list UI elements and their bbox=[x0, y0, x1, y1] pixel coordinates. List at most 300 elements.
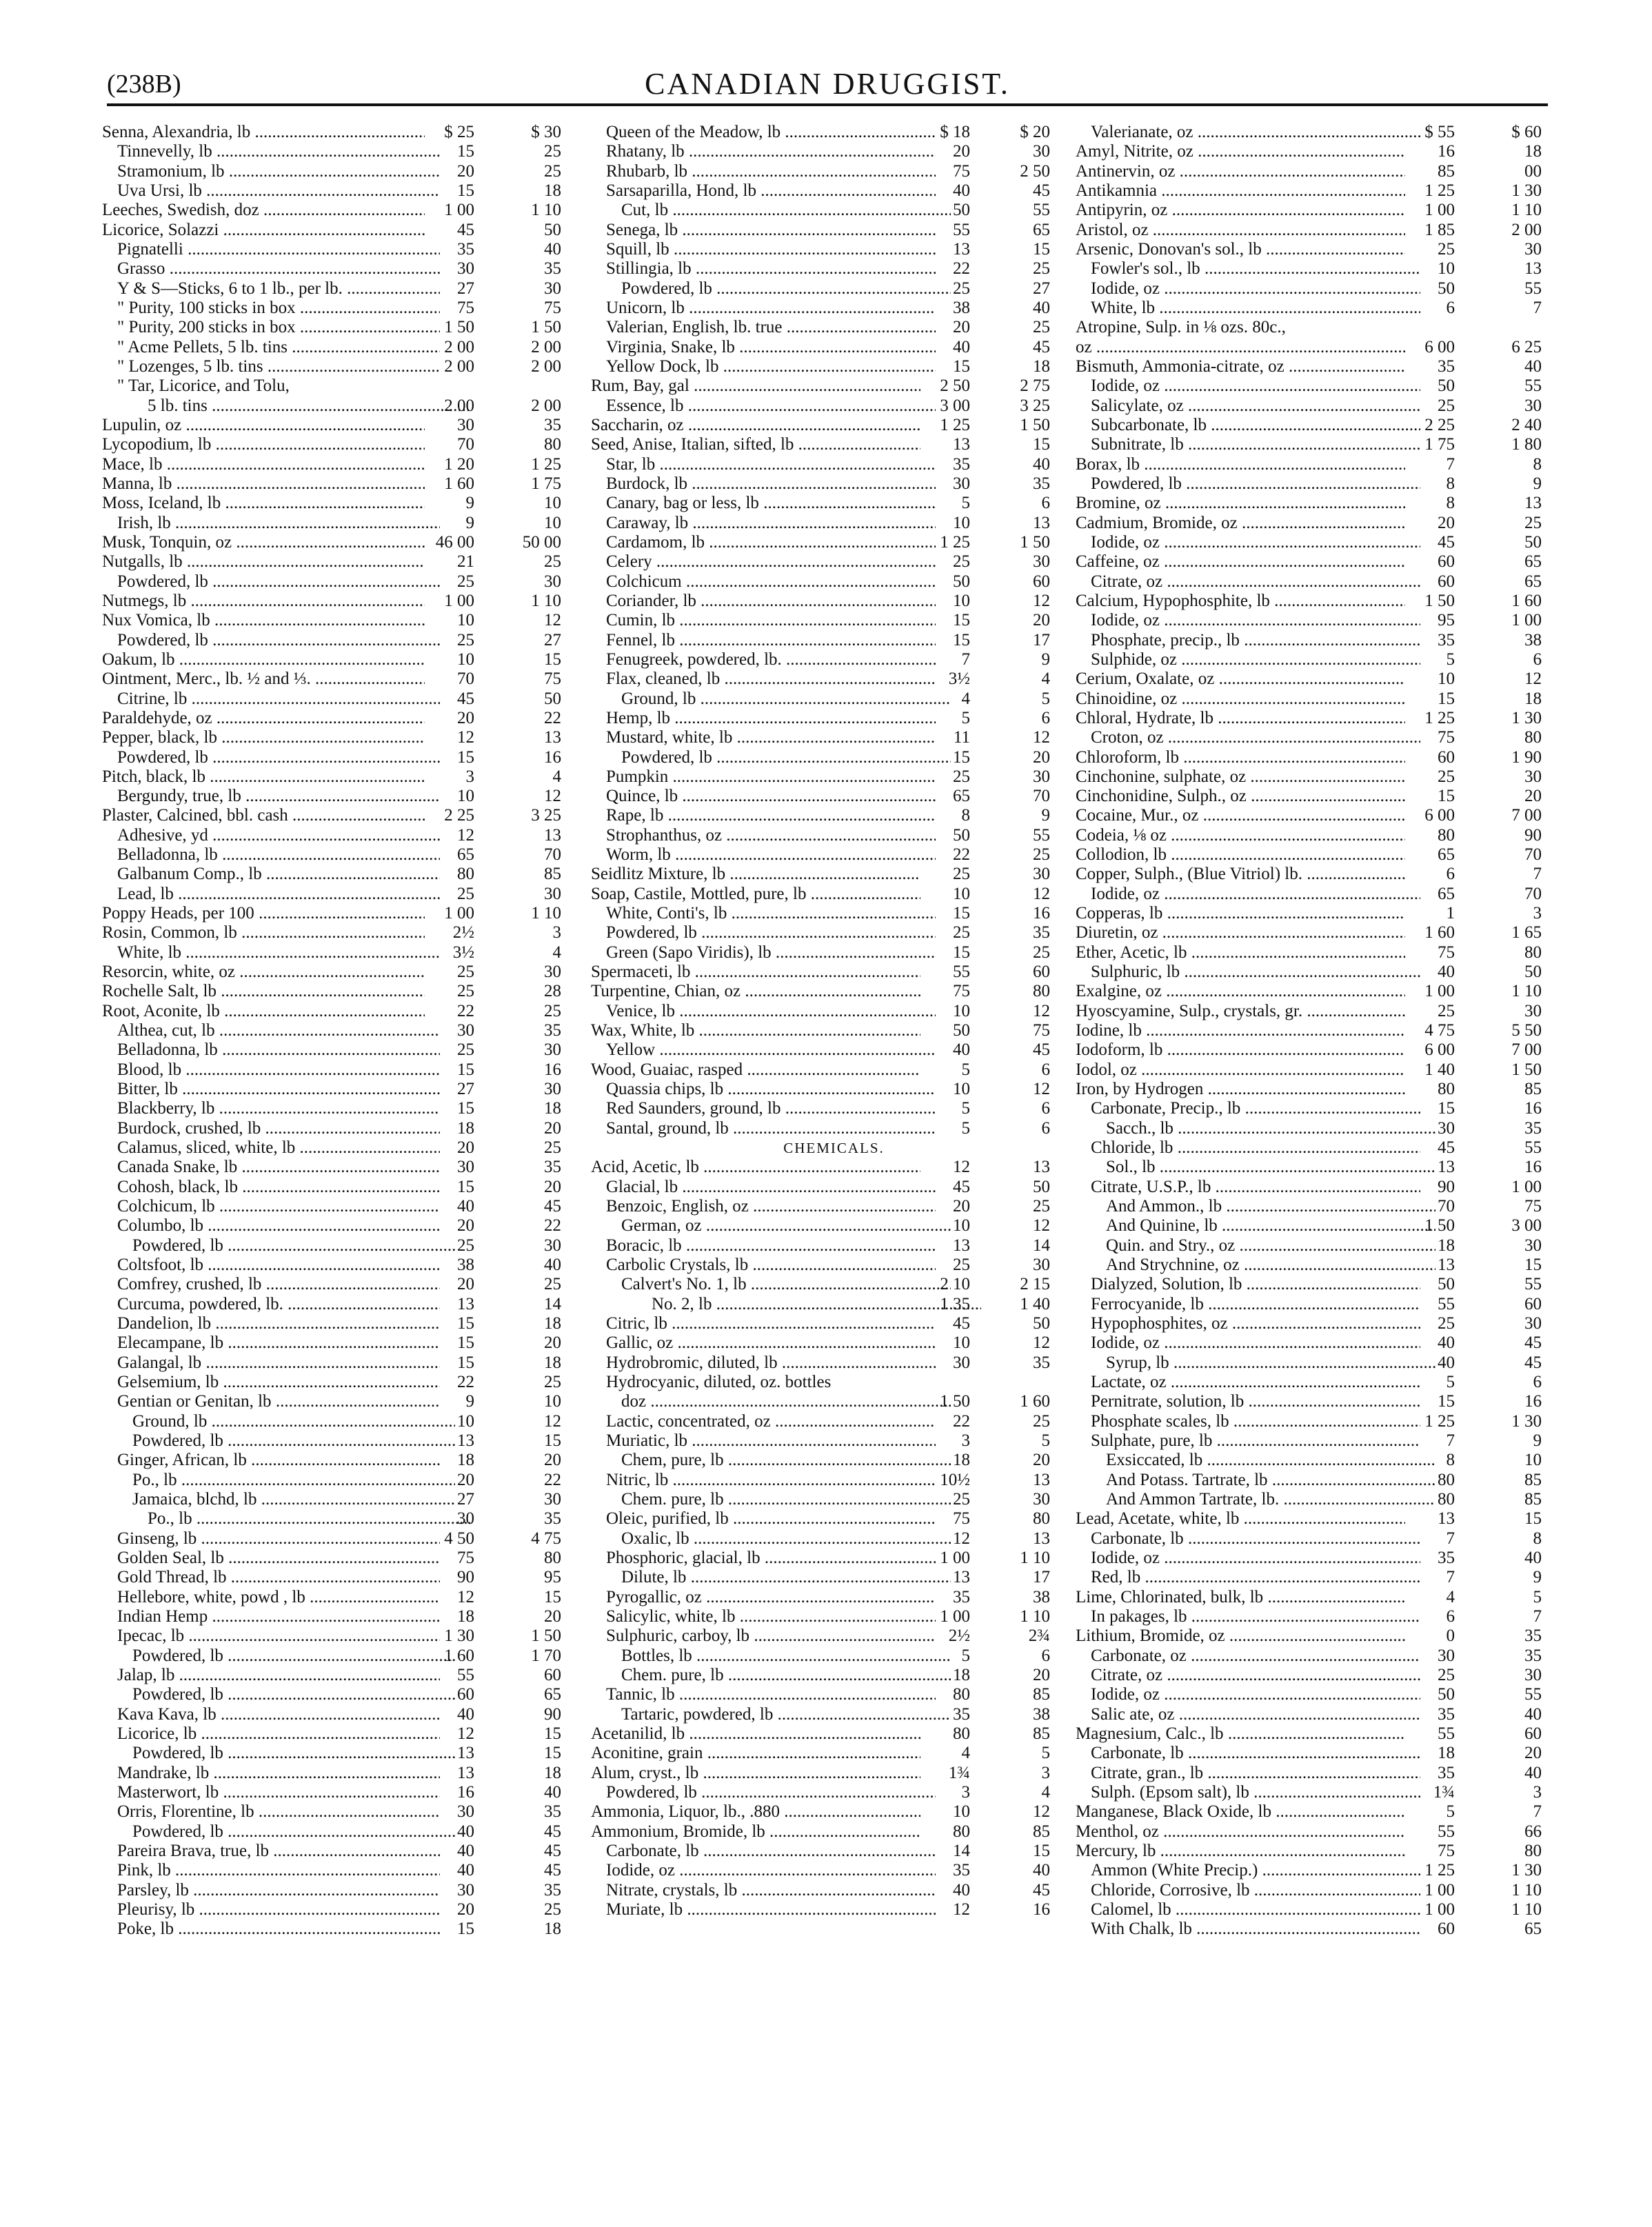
price-row bbox=[102, 259, 571, 279]
price-row bbox=[102, 435, 571, 454]
price-high: 6 25 bbox=[1511, 337, 1542, 356]
item-name: Calamus, sliced, white, lb ..... bbox=[102, 1138, 440, 1158]
item-name: Borax, lb ..... bbox=[1076, 455, 1405, 474]
item-name: Belladonna, lb ..... bbox=[102, 1040, 440, 1060]
item-name: Carbonate, lb ..... bbox=[1076, 1529, 1420, 1549]
item-name: Powdered, lb ..... bbox=[1076, 474, 1420, 494]
price-high: 30 bbox=[1524, 396, 1542, 415]
item-name: Grasso ..... bbox=[102, 259, 440, 279]
price-high: 9 bbox=[1533, 1431, 1542, 1450]
item-name: Jamaica, blchd, lb ..... bbox=[102, 1490, 455, 1509]
price-high: 75 bbox=[544, 298, 561, 317]
item-name: Canary, bag or less, lb ..... bbox=[591, 494, 936, 513]
price-high: 18 bbox=[1524, 142, 1542, 161]
item-name: Lupulin, oz ..... bbox=[102, 416, 425, 435]
price-low: 1 60 bbox=[444, 1646, 474, 1665]
price-high: 15 bbox=[544, 1431, 561, 1450]
price-row bbox=[591, 1861, 1077, 1880]
price-row bbox=[1076, 1549, 1551, 1568]
price-low: 4 50 bbox=[444, 1529, 474, 1548]
price-high: 1 70 bbox=[531, 1646, 561, 1665]
price-low: 1 50 bbox=[1424, 591, 1455, 610]
price-row bbox=[591, 1822, 1077, 1842]
item-name: Orris, Florentine, lb ..... bbox=[102, 1802, 440, 1822]
price-row bbox=[102, 1471, 571, 1490]
item-name: Pink, lb ..... bbox=[102, 1861, 440, 1880]
item-name: Carbonate, lb ..... bbox=[591, 1842, 936, 1861]
page-number: (238B) bbox=[107, 70, 181, 99]
price-row bbox=[1076, 1216, 1551, 1236]
price-row bbox=[1076, 1685, 1551, 1704]
item-name: Lactate, oz ..... bbox=[1076, 1373, 1420, 1392]
price-high: 3 00 bbox=[1511, 1216, 1542, 1236]
price-low: 46 00 bbox=[435, 532, 474, 552]
price-high: 80 bbox=[1524, 728, 1542, 747]
price-row bbox=[102, 357, 571, 376]
price-high: 6 bbox=[1041, 1646, 1050, 1665]
item-name: Subnitrate, lb ..... bbox=[1076, 435, 1420, 454]
item-name: Gentian or Genitan, lb ..... bbox=[102, 1392, 440, 1411]
price-high: $ 60 bbox=[1511, 123, 1542, 141]
price-high: 55 bbox=[1524, 1685, 1542, 1704]
item-name: Santal, ground, lb ..... bbox=[591, 1119, 936, 1138]
price-row bbox=[1076, 1666, 1551, 1685]
price-high: 3 bbox=[1041, 1763, 1050, 1782]
price-row bbox=[1076, 650, 1551, 669]
price-row bbox=[1076, 221, 1551, 240]
price-row bbox=[591, 1080, 1077, 1099]
price-high: 16 bbox=[1524, 1392, 1542, 1411]
price-high: 7 bbox=[1533, 1606, 1542, 1626]
price-row bbox=[1076, 1412, 1551, 1431]
price-row bbox=[102, 162, 571, 181]
price-low: 1 00 bbox=[1424, 1880, 1455, 1900]
price-high: 14 bbox=[1033, 1236, 1050, 1255]
price-high: 30 bbox=[544, 963, 561, 982]
item-name: Ammonium, Bromide, lb ..... bbox=[591, 1822, 920, 1842]
price-low: 6 00 bbox=[1424, 1040, 1455, 1060]
price-high: 55 bbox=[1524, 279, 1542, 298]
price-low: 2½ bbox=[452, 923, 474, 943]
price-high: 25 bbox=[1033, 318, 1050, 337]
price-row bbox=[1076, 689, 1551, 709]
price-low: 60 bbox=[1438, 572, 1455, 591]
price-high: 50 bbox=[544, 689, 561, 708]
price-low: 18 bbox=[457, 1451, 474, 1470]
price-high: 5 bbox=[1041, 689, 1050, 708]
item-name: Masterwort, lb ..... bbox=[102, 1783, 440, 1802]
price-high: 12 bbox=[544, 787, 561, 806]
price-low: 15 bbox=[457, 1333, 474, 1353]
price-low: 8 bbox=[1446, 474, 1455, 493]
item-name: Alum, cryst., lb ..... bbox=[591, 1764, 920, 1783]
price-high: 60 bbox=[1524, 1724, 1542, 1743]
item-name: Unicorn, lb ..... bbox=[591, 299, 936, 318]
price-high: 90 bbox=[544, 1704, 561, 1724]
price-high: 60 bbox=[544, 1665, 561, 1684]
item-name: Jalap, lb ..... bbox=[102, 1666, 440, 1685]
price-high: 1 10 bbox=[1511, 982, 1542, 1001]
price-high: 30 bbox=[1524, 767, 1542, 786]
price-high: 25 bbox=[544, 1900, 561, 1919]
price-low: 1 30 bbox=[444, 1626, 474, 1646]
item-name: Lycopodium, lb ..... bbox=[102, 435, 425, 454]
item-name: Y & S—Sticks, 6 to 1 lb., per lb. ..... bbox=[102, 279, 440, 299]
price-low: 1 25 bbox=[1424, 181, 1455, 200]
price-row bbox=[102, 376, 571, 396]
item-name: Cadmium, Bromide, oz ..... bbox=[1076, 514, 1405, 533]
price-row bbox=[591, 728, 1077, 747]
price-high: 35 bbox=[544, 259, 561, 279]
item-name: Salicylate, oz ..... bbox=[1076, 396, 1420, 416]
price-high: 40 bbox=[1524, 1763, 1542, 1782]
price-low: 65 bbox=[1438, 884, 1455, 903]
item-name: Colchicum ..... bbox=[591, 572, 936, 592]
section-heading bbox=[591, 1138, 1077, 1158]
price-row bbox=[591, 592, 1077, 611]
price-high: 1 40 bbox=[1020, 1294, 1050, 1313]
price-high: 40 bbox=[1524, 1704, 1542, 1724]
price-high: 16 bbox=[1524, 1099, 1542, 1118]
price-row bbox=[102, 1705, 571, 1724]
price-low: 40 bbox=[953, 337, 970, 356]
item-name: Aconitine, grain ..... bbox=[591, 1744, 920, 1763]
price-high: 25 bbox=[1033, 1197, 1050, 1216]
price-high: 6 bbox=[1041, 708, 1050, 727]
price-high: 45 bbox=[1033, 1880, 1050, 1900]
price-row bbox=[591, 142, 1077, 161]
price-row bbox=[591, 1549, 1077, 1568]
price-row bbox=[591, 1881, 1077, 1900]
price-low: 20 bbox=[457, 1138, 474, 1158]
item-name: Mustard, white, lb ..... bbox=[591, 728, 936, 747]
price-high: 3 25 bbox=[531, 806, 561, 825]
price-high: 27 bbox=[1033, 279, 1050, 298]
price-low: 55 bbox=[457, 1665, 474, 1684]
item-name: Pareira Brava, true, lb ..... bbox=[102, 1842, 440, 1861]
item-name: Subcarbonate, lb ..... bbox=[1076, 416, 1420, 435]
price-high: 15 bbox=[544, 1724, 561, 1743]
price-row bbox=[591, 162, 1077, 181]
price-row bbox=[591, 845, 1077, 865]
item-name: Magnesium, Calc., lb ..... bbox=[1076, 1724, 1405, 1744]
price-row bbox=[591, 982, 1077, 1001]
price-row bbox=[102, 1314, 571, 1333]
price-low: 15 bbox=[953, 904, 970, 923]
price-low: 9 bbox=[465, 513, 474, 532]
item-name: Caraway, lb ..... bbox=[591, 514, 936, 533]
price-row bbox=[1076, 1744, 1551, 1763]
price-low: 2½ bbox=[948, 1626, 970, 1646]
price-high: 9 bbox=[1533, 474, 1542, 493]
item-name: Elecampane, lb ..... bbox=[102, 1333, 440, 1353]
price-high: 45 bbox=[544, 1197, 561, 1216]
price-low: 12 bbox=[457, 825, 474, 845]
price-high: 20 bbox=[1524, 1744, 1542, 1763]
price-row bbox=[1076, 357, 1551, 376]
price-low: 20 bbox=[953, 142, 970, 161]
price-high: 50 bbox=[1524, 532, 1542, 552]
price-low: 2 00 bbox=[444, 396, 474, 415]
price-row bbox=[102, 1842, 571, 1861]
price-high: 4 bbox=[1041, 1782, 1050, 1802]
price-row bbox=[102, 299, 571, 318]
price-low: 15 bbox=[953, 611, 970, 630]
price-low: 22 bbox=[953, 1411, 970, 1431]
price-high: 30 bbox=[1524, 239, 1542, 259]
price-low: 75 bbox=[457, 298, 474, 317]
price-row bbox=[1076, 787, 1551, 806]
price-high: 18 bbox=[544, 1353, 561, 1372]
price-high: 30 bbox=[1524, 1314, 1542, 1333]
price-row bbox=[102, 689, 571, 709]
price-row bbox=[591, 1842, 1077, 1861]
price-high: 2 00 bbox=[531, 337, 561, 356]
price-high: 3 bbox=[552, 923, 561, 943]
price-low: 75 bbox=[953, 982, 970, 1001]
item-name: Fowler's sol., lb ..... bbox=[1076, 259, 1420, 279]
price-low: 15 bbox=[457, 1314, 474, 1333]
price-high: 80 bbox=[1524, 943, 1542, 962]
price-row bbox=[102, 201, 571, 220]
price-row bbox=[1076, 709, 1551, 728]
price-row bbox=[591, 533, 1077, 552]
price-row bbox=[591, 1588, 1077, 1607]
price-row bbox=[591, 1529, 1077, 1549]
price-low: 13 bbox=[953, 1568, 970, 1587]
price-low: 2 10 bbox=[940, 1275, 970, 1294]
price-high: 25 bbox=[1033, 943, 1050, 962]
price-low: 2 00 bbox=[444, 356, 474, 376]
price-high: 30 bbox=[1033, 1489, 1050, 1509]
price-high: 7 00 bbox=[1511, 1040, 1542, 1060]
item-name: Senna, Alexandria, lb ..... bbox=[102, 123, 425, 142]
price-low: 30 bbox=[1438, 1646, 1455, 1665]
item-name: Dialyzed, Solution, lb ..... bbox=[1076, 1275, 1420, 1294]
item-name: Lead, lb ..... bbox=[102, 885, 440, 904]
price-row bbox=[1076, 1353, 1551, 1373]
item-name: Caffeine, oz ..... bbox=[1076, 552, 1405, 572]
price-row bbox=[591, 1178, 1077, 1197]
price-high: 75 bbox=[544, 669, 561, 689]
price-row bbox=[102, 279, 571, 299]
price-row bbox=[591, 826, 1077, 845]
price-high: 1 50 bbox=[531, 1626, 561, 1646]
price-high: 10 bbox=[544, 513, 561, 532]
price-row bbox=[102, 1588, 571, 1607]
price-low: 30 bbox=[953, 1353, 970, 1372]
item-name: Comfrey, crushed, lb ..... bbox=[102, 1275, 440, 1294]
price-row bbox=[1076, 1158, 1551, 1177]
item-name: Tinnevelly, lb ..... bbox=[102, 142, 440, 161]
item-name: Rhubarb, lb ..... bbox=[591, 162, 936, 181]
price-low: 50 bbox=[1438, 279, 1455, 298]
price-low: 15 bbox=[953, 356, 970, 376]
price-low: 6 bbox=[1446, 298, 1455, 317]
price-row bbox=[1076, 259, 1551, 279]
item-name: Antikamnia ..... bbox=[1076, 181, 1405, 201]
price-low: 12 bbox=[457, 728, 474, 747]
price-row bbox=[1076, 728, 1551, 747]
item-name: Rum, Bay, gal ..... bbox=[591, 376, 920, 396]
item-name: Sol., lb ..... bbox=[1076, 1158, 1436, 1177]
price-low: 30 bbox=[457, 415, 474, 434]
price-low: 7 bbox=[1446, 1529, 1455, 1548]
price-low: 75 bbox=[953, 1509, 970, 1529]
price-low: 50 bbox=[1438, 376, 1455, 396]
item-name: Benzoic, English, oz ..... bbox=[591, 1197, 936, 1216]
price-row bbox=[1076, 1764, 1551, 1783]
price-low: 25 bbox=[457, 1236, 474, 1255]
price-low: 14 bbox=[953, 1841, 970, 1860]
item-name: Muriate, lb ..... bbox=[591, 1900, 936, 1919]
price-high: 65 bbox=[1524, 572, 1542, 591]
price-row bbox=[102, 1646, 571, 1666]
price-high: 7 00 bbox=[1511, 806, 1542, 825]
item-name: Ether, Acetic, lb ..... bbox=[1076, 943, 1405, 963]
price-high: 85 bbox=[544, 865, 561, 884]
price-high: 20 bbox=[1033, 1451, 1050, 1470]
item-name: Croton, oz ..... bbox=[1076, 728, 1420, 747]
price-row bbox=[591, 923, 1077, 943]
price-high: 3 25 bbox=[1020, 396, 1050, 415]
price-row bbox=[102, 514, 571, 533]
item-name: Yellow Dock, lb ..... bbox=[591, 357, 936, 376]
price-row bbox=[1076, 162, 1551, 181]
price-row bbox=[102, 1802, 571, 1822]
price-low: 50 bbox=[1438, 1275, 1455, 1294]
item-name: Blood, lb ..... bbox=[102, 1060, 440, 1080]
price-high: 2 00 bbox=[1511, 220, 1542, 239]
price-high: 30 bbox=[1033, 865, 1050, 884]
item-name: Bitter, lb ..... bbox=[102, 1080, 440, 1099]
price-high: 27 bbox=[544, 630, 561, 649]
price-high: 35 bbox=[1033, 923, 1050, 943]
price-row bbox=[102, 396, 571, 416]
price-high: 80 bbox=[1524, 1841, 1542, 1860]
price-row bbox=[102, 1626, 571, 1646]
item-name: Phosphate scales, lb ..... bbox=[1076, 1412, 1420, 1431]
item-name: Indian Hemp ..... bbox=[102, 1607, 440, 1626]
item-name: " Purity, 100 sticks in box ..... bbox=[102, 299, 440, 318]
price-high: 1 10 bbox=[1511, 201, 1542, 220]
price-row bbox=[591, 1685, 1077, 1704]
price-low: 10 bbox=[1438, 669, 1455, 689]
price-row bbox=[102, 1216, 571, 1236]
price-row bbox=[591, 279, 1077, 299]
price-row bbox=[591, 1471, 1077, 1490]
item-name: Worm, lb ..... bbox=[591, 845, 936, 865]
price-low: 18 bbox=[457, 1606, 474, 1626]
price-high: 90 bbox=[1524, 825, 1542, 845]
item-name: Althea, cut, lb ..... bbox=[102, 1021, 440, 1040]
price-row bbox=[591, 1900, 1077, 1919]
price-low: 75 bbox=[1438, 1841, 1455, 1860]
price-row bbox=[591, 963, 1077, 982]
item-name: Pumpkin ..... bbox=[591, 767, 936, 787]
price-low: 15 bbox=[1438, 787, 1455, 806]
price-row bbox=[102, 338, 571, 357]
price-row bbox=[1076, 1040, 1551, 1060]
item-name: Chinoidine, oz ..... bbox=[1076, 689, 1405, 709]
price-row bbox=[1076, 1099, 1551, 1118]
price-row bbox=[1076, 1080, 1551, 1099]
price-low: 3½ bbox=[948, 669, 970, 689]
item-name: Red, lb ..... bbox=[1076, 1568, 1420, 1587]
item-name: " Acme Pellets, 5 lb. tins ..... bbox=[102, 338, 440, 357]
price-high: 30 bbox=[1524, 1665, 1542, 1684]
price-low: 15 bbox=[457, 1353, 474, 1372]
item-name: Po., lb ..... bbox=[102, 1509, 470, 1529]
price-row bbox=[1076, 1783, 1551, 1802]
price-low: 35 bbox=[953, 1861, 970, 1880]
price-row bbox=[1076, 1021, 1551, 1040]
price-row bbox=[102, 1529, 571, 1549]
item-name: Carbolic Crystals, lb ..... bbox=[591, 1256, 936, 1275]
price-row bbox=[591, 1040, 1077, 1060]
price-high: 55 bbox=[1524, 1275, 1542, 1294]
item-name: Pitch, black, lb ..... bbox=[102, 767, 425, 787]
price-row bbox=[102, 1275, 571, 1294]
item-name: Iodide, oz ..... bbox=[1076, 1685, 1420, 1704]
item-name: White, lb ..... bbox=[102, 943, 440, 963]
price-low: 60 bbox=[1438, 747, 1455, 767]
price-high: 12 bbox=[544, 1411, 561, 1431]
price-high: 15 bbox=[544, 649, 561, 669]
price-high: 1 75 bbox=[531, 474, 561, 493]
price-low: 15 bbox=[457, 1060, 474, 1079]
item-name: Nutmegs, lb ..... bbox=[102, 592, 425, 611]
price-row bbox=[102, 865, 571, 884]
price-row bbox=[102, 1080, 571, 1099]
price-low: 5 bbox=[961, 1646, 970, 1665]
item-name: Squill, lb ..... bbox=[591, 240, 936, 259]
price-low: 13 bbox=[953, 239, 970, 259]
price-high: 1 50 bbox=[1020, 532, 1050, 552]
price-high: 18 bbox=[544, 1919, 561, 1939]
price-low: 25 bbox=[457, 1040, 474, 1060]
item-name: And Ammon., lb ..... bbox=[1076, 1197, 1436, 1216]
price-low: 1 00 bbox=[940, 1606, 970, 1626]
price-high: 2¾ bbox=[1028, 1626, 1050, 1646]
price-row bbox=[102, 1158, 571, 1177]
item-name: Ginseng, lb ..... bbox=[102, 1529, 440, 1549]
price-high: 3 bbox=[1533, 1782, 1542, 1802]
price-row bbox=[102, 1021, 571, 1040]
item-name: Gelsemium, lb ..... bbox=[102, 1373, 440, 1392]
item-name: Licorice, Solazzi ..... bbox=[102, 221, 425, 240]
price-low: 70 bbox=[457, 669, 474, 689]
price-high: 4 75 bbox=[531, 1529, 561, 1548]
price-row bbox=[1076, 318, 1551, 337]
item-name: Boracic, lb ..... bbox=[591, 1236, 936, 1256]
price-row bbox=[102, 552, 571, 572]
item-name: Coriander, lb ..... bbox=[591, 592, 936, 611]
price-row bbox=[1076, 943, 1551, 963]
price-high: 25 bbox=[544, 161, 561, 181]
price-low: 13 bbox=[953, 435, 970, 454]
price-high: 18 bbox=[544, 1099, 561, 1118]
price-row bbox=[591, 123, 1077, 142]
price-low: 4 bbox=[1446, 1587, 1455, 1606]
item-name: doz ..... bbox=[591, 1392, 951, 1411]
price-row bbox=[102, 787, 571, 806]
price-low: 80 bbox=[953, 1685, 970, 1704]
price-low: 18 bbox=[1438, 1236, 1455, 1255]
price-low: 90 bbox=[457, 1568, 474, 1587]
price-low: 75 bbox=[1438, 728, 1455, 747]
price-row bbox=[1076, 1451, 1551, 1470]
